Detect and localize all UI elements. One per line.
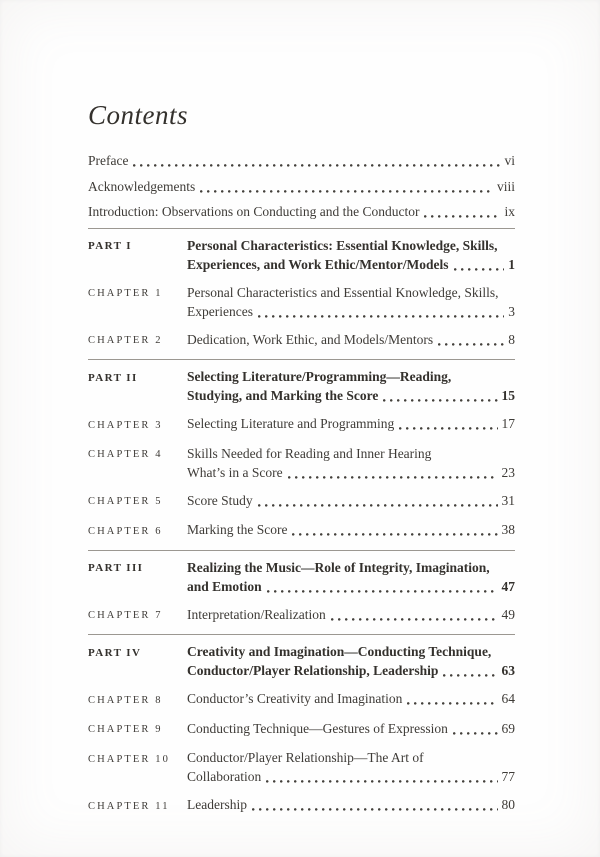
toc-row-title [187,236,515,274]
dot-leader [292,533,497,536]
dot-leader [258,315,504,318]
toc-title-text: What’s in a Score [187,464,283,480]
toc-entry [88,151,515,170]
toc-entry-page: 64 [501,691,515,706]
front-matter-list [88,151,515,221]
dot-leader [438,343,504,346]
toc-row-label: CHAPTER 11 [88,800,170,812]
toc-title-line [187,386,515,405]
dot-leader [453,732,498,735]
toc-title-text: Realizing the Music—Role of Integrity, Imagination, [187,559,490,575]
dot-leader [454,268,505,271]
toc-row-label: CHAPTER 4 [88,449,163,460]
toc-row-title [187,444,515,482]
toc-row-label: PART II [88,371,138,384]
toc-part-row [88,228,515,274]
toc-title-text: Personal Characteristics and Essential Knowledge, Skills, [187,284,499,300]
toc-row-label: CHAPTER 5 [88,496,163,507]
toc-title-text: Collaboration [187,769,262,784]
toc-row-title [187,414,515,433]
toc-entry-page: 49 [501,606,515,622]
page-title: Contents [88,100,189,130]
toc-title-line [187,414,515,433]
toc-title-line [187,719,515,738]
toc-title-line [187,444,515,463]
dot-leader [399,427,497,430]
toc-entry-page: 80 [501,797,515,812]
toc-part-row [88,359,515,405]
toc-title-text: Selecting Literature and Programming [187,416,395,431]
toc-entry [88,177,515,196]
toc-entry-page: 1 [508,256,515,272]
toc-entry-page: 63 [501,663,515,678]
toc-title-text: Studying, and Marking the Score [187,388,379,403]
toc-row-title [187,795,515,814]
toc-entry-page: 17 [501,416,515,431]
toc-entry-title: Introduction: Observations on Conducting and the Conductor [88,204,420,219]
toc-entry-page: vi [504,153,515,168]
dot-leader [331,618,498,621]
toc-title-line [187,330,515,349]
toc-title-text: Experiences, and Work Ethic/Mentor/Models [187,256,449,272]
toc-entry-page: 3 [508,303,515,319]
toc-chapter-row [88,719,515,740]
toc-title-text: Conductor/Player Relationship, Leadership [187,663,439,678]
toc-title-line [187,748,515,767]
toc-row-title [187,689,515,708]
dot-leader [424,215,500,218]
toc-row-label: CHAPTER 3 [88,419,163,431]
toc-entry-page: viii [496,178,515,194]
toc-row-title [187,558,515,596]
toc-title-text: Marking the Score [187,522,288,537]
toc-title-line [187,302,515,321]
dot-leader [266,780,497,783]
toc-entry-page: 31 [501,492,515,508]
toc-chapter-row [88,748,515,786]
toc-row-title [187,719,515,738]
toc-title-text: Interpretation/Realization [187,606,326,622]
toc-chapter-row [88,414,515,435]
toc-title-line [187,367,515,386]
toc-entry-page: 38 [501,522,515,537]
toc-row-label: CHAPTER 9 [88,724,163,735]
toc-title-text: Conducting Technique—Gestures of Expression [187,720,448,736]
toc-chapter-row [88,330,515,351]
dot-leader [200,190,493,193]
toc-row-label: CHAPTER 1 [88,288,163,299]
toc-entry-page: 23 [501,464,515,480]
toc-row-title [187,520,515,539]
toc-title-line [187,255,515,274]
toc-title-text: Score Study [187,492,253,508]
dot-leader [133,164,500,167]
toc-entry-page: 47 [501,578,515,594]
dot-leader [252,808,498,811]
toc-title-text: Skills Needed for Reading and Inner Hearing [187,445,432,461]
toc-title-line [187,605,515,624]
toc-part-row [88,550,515,596]
toc-row-label: PART III [88,562,144,574]
toc-title-text: Leadership [187,797,247,812]
toc-title-line [187,689,515,708]
toc-entry-page: 15 [501,388,515,403]
toc-entry-page: 8 [508,331,515,347]
toc-entry-page: 69 [501,720,515,736]
toc-entry-page: ix [504,204,515,219]
toc-title-text: Personal Characteristics: Essential Knowledge, Skills, [187,237,498,253]
toc-title-line [187,236,515,255]
toc-title-line [187,463,515,482]
toc-title-line [187,661,515,680]
toc-title-text: Creativity and Imagination—Conducting Technique, [187,644,492,659]
toc-chapter-row [88,605,515,626]
toc-title-line [187,283,515,302]
dot-leader [443,674,497,677]
toc-row-label: PART IV [88,646,142,659]
toc-row-title [187,491,515,510]
toc-row-label: CHAPTER 6 [88,525,163,537]
toc-title-text: Dedication, Work Ethic, and Models/Mentors [187,331,434,347]
dot-leader [407,702,497,705]
toc-row-title [187,605,515,624]
toc-row-label: CHAPTER 10 [88,753,170,765]
toc-chapter-row [88,444,515,482]
toc-entry-title: Acknowledgements [88,178,196,194]
toc-title-line [187,795,515,814]
toc-title-text: Experiences [187,303,253,319]
toc-part-row [88,634,515,680]
toc-row-title [187,748,515,786]
toc-entry [88,202,515,221]
toc-title-line [187,558,515,577]
toc-chapter-row [88,520,515,541]
toc-title-line [187,642,515,661]
dot-leader [383,399,497,402]
toc-entry-title: Preface [88,153,129,168]
toc-row-label: CHAPTER 2 [88,335,163,346]
toc-title-text: Selecting Literature/Programming—Reading, [187,369,452,384]
toc-list [88,228,515,816]
toc-title-line [187,767,515,786]
toc-row-label: CHAPTER 7 [88,610,163,621]
toc-chapter-row [88,283,515,321]
toc-chapter-row [88,689,515,710]
toc-title-text: Conductor/Player Relationship—The Art of [187,750,424,765]
toc-row-title [187,642,515,680]
toc-title-text: Conductor’s Creativity and Imagination [187,691,403,706]
toc-row-title [187,330,515,349]
toc-title-line [187,520,515,539]
toc-row-title [187,283,515,321]
toc-title-line [187,491,515,510]
toc-row-label: CHAPTER 8 [88,694,163,706]
toc-entry-page: 77 [501,769,515,784]
toc-title-line [187,577,515,596]
toc-chapter-row [88,491,515,512]
dot-leader [288,476,498,479]
toc-chapter-row [88,795,515,816]
toc-row-label: PART I [88,240,132,252]
toc-title-text: and Emotion [187,578,262,594]
toc-row-title [187,367,515,405]
dot-leader [267,590,498,593]
dot-leader [258,504,498,507]
